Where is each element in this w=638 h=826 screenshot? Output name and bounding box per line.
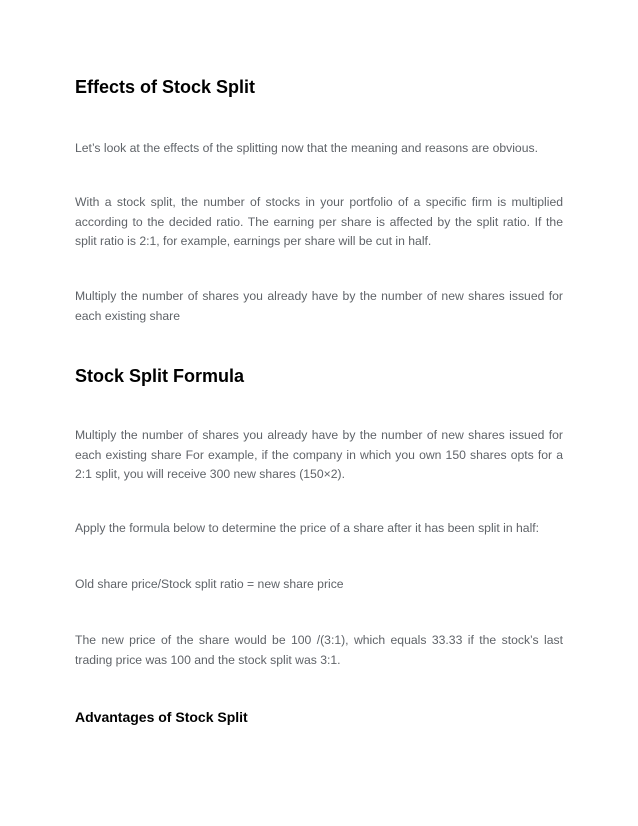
heading-stock-split-formula: Stock Split Formula — [75, 366, 245, 386]
heading-advantages-of-stock-split: Advantages of Stock Split — [75, 709, 248, 725]
paragraph-formula: Old share price/Stock split ratio = new share price — [75, 577, 344, 591]
paragraph-intro: Let’s look at the effects of the splitting now that the meaning and reasons are obvious. — [75, 141, 538, 155]
heading-effects-of-stock-split: Effects of Stock Split — [75, 77, 256, 97]
paragraph-apply-formula: Apply the formula below to determine the price of a share after it has been split in half: — [75, 521, 540, 535]
paragraph-formula-example: Multiply the number of shares you already have by the number of new shares issued for each existing share For example, if the company in which you own 150 shares opts for a 2:1 split, you will receive 300 new shares (150×2). — [75, 428, 563, 481]
paragraph-new-price: The new price of the share would be 100 /(3:1), which equals 33.33 if the stock’s last trading price was 100 and the stock split was 3:1. — [75, 633, 563, 667]
paragraph-stock-split-effect: With a stock split, the number of stocks in your portfolio of a specific firm is multiplied according to the decided ratio. The earning per share is affected by the split ratio. If the split ratio is 2:1, for example, earnings per share will be cut in half. — [75, 195, 563, 248]
paragraph-multiply-shares: Multiply the number of shares you already have by the number of new shares issued for each existing share — [75, 289, 563, 323]
